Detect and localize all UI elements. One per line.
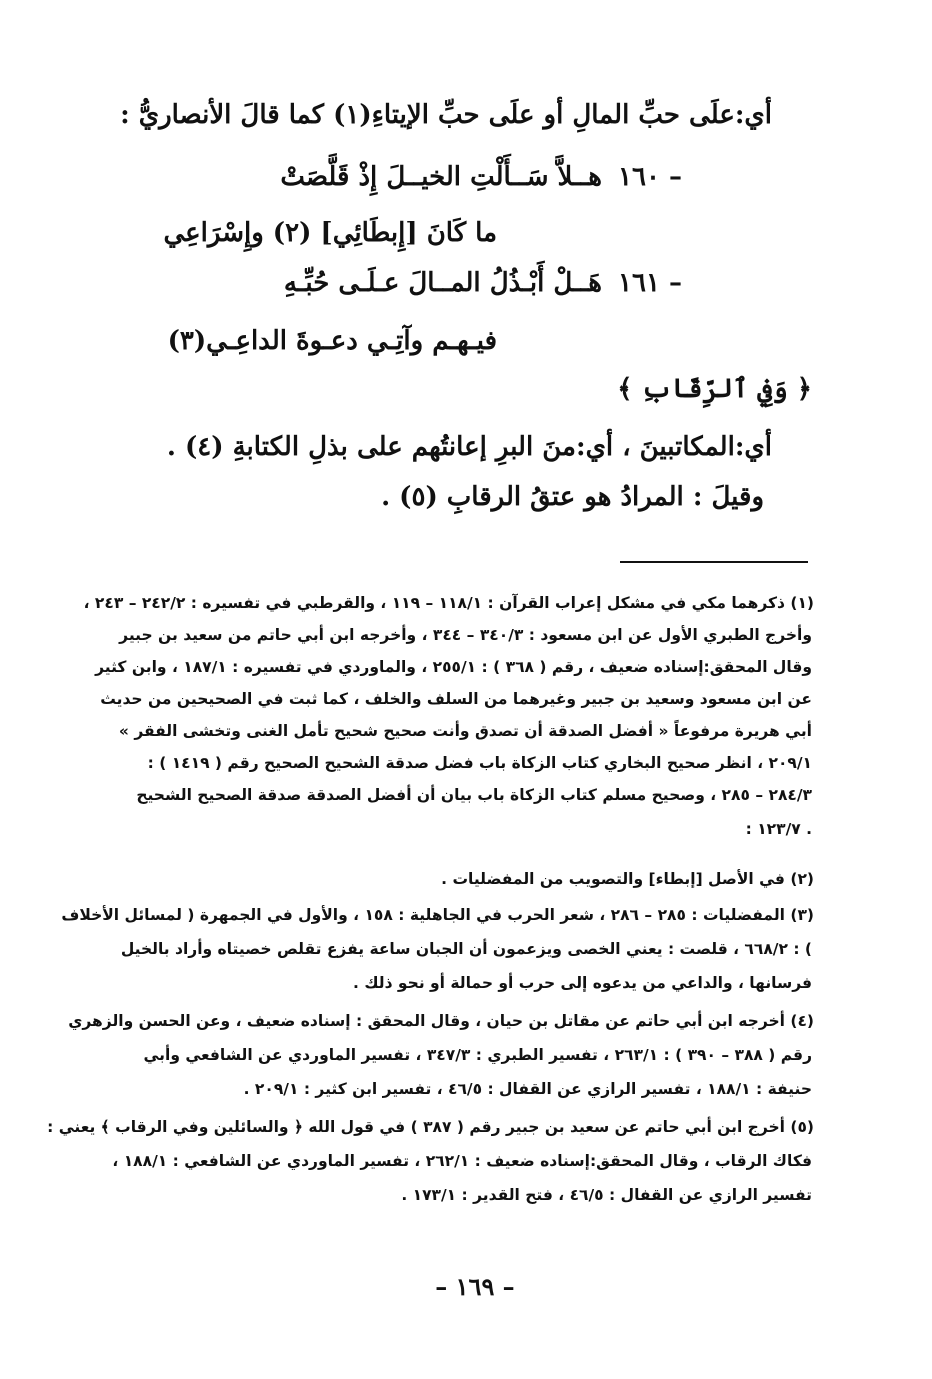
verse-161-second-hemistich: فيـهـم وآتِـي دعـوةَ الداعِـي(٣) [167,326,497,356]
footnote-line: فكاك الرقاب ، وقال المحقق:إسناده ضعيف : ٢٦٢/١ ، تفسير الماوردي عن الشافعي : ١٨٨/١ ، [112,1152,812,1170]
footnote-line: (١) ذكرهما مكي في مشكل إعراب القرآن : ١١٨/١ – ١١٩ ، والقرطبي في تفسيره : ٢٤٢/٢ – ٢٤٣ ، [83,594,814,612]
verse-161-first-hemistich: هَــلْ أَبْـذُلُ المــالَ عـلَـى حُبِّـهِ [283,268,602,298]
footnote-line: تفسير الرازي عن القفال : ٤٦/٥ ، فتح القدير : ١٧٣/١ . [401,1186,812,1204]
footnote-line: (٤) أخرجه ابن أبي حاتم عن مقاتل بن حيان ، وقال المحقق : إسناده ضعيف ، وعن الحسن والزهري [68,1012,814,1030]
footnote-line: فرسانها ، والداعي من يدعوه إلى حرب أو حمالة أو نحو ذلك . [353,974,812,992]
body-line-makatib: أي:المكاتبينَ ، أي:منَ البرِ إعانتُهم على بذلِ الكتابةِ (٤) . [166,432,772,462]
verse-160-second-hemistich: ما كَانَ [إِبطَائِي] (٢) وإِسْرَاعِي [163,218,497,248]
verse-161-number: ١٦١ – [618,268,682,298]
footnote-line: رقم ( ٣٨٨ – ٣٩٠ ) : ٢٦٣/١ ، تفسير الطبري : ٣٤٧/٣ ، تفسير الماوردي عن الشافعي وأبي [143,1046,812,1064]
footnote-line: وقال المحقق:إسناده ضعيف ، رقم ( ٣٦٨ ) : ٢٥٥/١ ، والماوردي في تفسيره : ١٨٧/١ ، وابن كثير [95,658,812,676]
footnote-separator [620,561,808,563]
footnote-line: (٢) في الأصل [إبطاء] والتصويب من المفضليات . [441,870,814,888]
quran-citation: ﴿ وَفِي ٱلرِّقَابِ ﴾ [617,374,812,404]
page-number: – ١٦٩ – [435,1272,515,1301]
footnote-line: عن ابن مسعود وسعيد بن جبير وغيرهما من السلف والخلف ، كما ثبت في الصحيحين من حديث [100,690,812,708]
footnote-line: (٣) المفضليات : ٢٨٥ – ٢٨٦ ، شعر الحرب في الجاهلية : ١٥٨ ، والأول في الجمهرة ( لمسائل الأخلاف [61,906,814,924]
body-line-qila: وقيلَ : المرادُ هو عتقُ الرقابِ (٥) . [381,482,764,512]
verse-160-number: ١٦٠ – [618,162,682,192]
footnote-line: : ١٢٣/٧ . [745,820,812,838]
footnote-line: ٢٨٤/٣ – ٢٨٥ ، وصحيح مسلم كتاب الزكاة باب بيان أن أفضل الصدقة صدقة الصحيح الشحيح [136,786,812,804]
footnote-line: ) : ٦٦٨/٢ ، قلصت : يعني الخصى ويزعمون أن الجبان ساعة يفزع تقلص خصيتاه وأراد بالخيل [120,940,812,958]
verse-160-first-hemistich: هــلاَّ سَــأَلْتِ الخيــلَ إِذْ قَلَّصَتْ [280,162,602,192]
footnote-line: أبي هريرة مرفوعاً « أفضل الصدقة أن تصدق وأنت صحيح شحيح تأمل الغنى وتخشى الفقر » [118,722,812,740]
footnote-line: وأخرج الطبري الأول عن ابن مسعود : ٣٤٠/٣ – ٣٤٤ ، وأخرجه ابن أبي حاتم من سعيد بن جبير [119,626,812,644]
footnote-line: ٢٠٩/١ ، انظر صحيح البخاري كتاب الزكاة باب فضل صدقة الشحيح الصحيح رقم ( ١٤١٩ ) : [147,754,812,772]
body-line-1: أي:علَى حبِّ المالِ أو علَى حبِّ الإيتاءِ(١) كما قالَ الأنصاريُّ : [120,100,772,130]
footnote-line: حنيفة : ١٨٨/١ ، تفسير الرازي عن القفال : ٤٦/٥ ، تفسير ابن كثير : ٢٠٩/١ . [243,1080,812,1098]
footnote-line: (٥) أخرج ابن أبي حاتم عن سعيد بن جبير رقم ( ٣٨٧ ) في قول الله ﴿ والسائلين وفي الرقاب ﴾ يعني : [47,1118,814,1136]
